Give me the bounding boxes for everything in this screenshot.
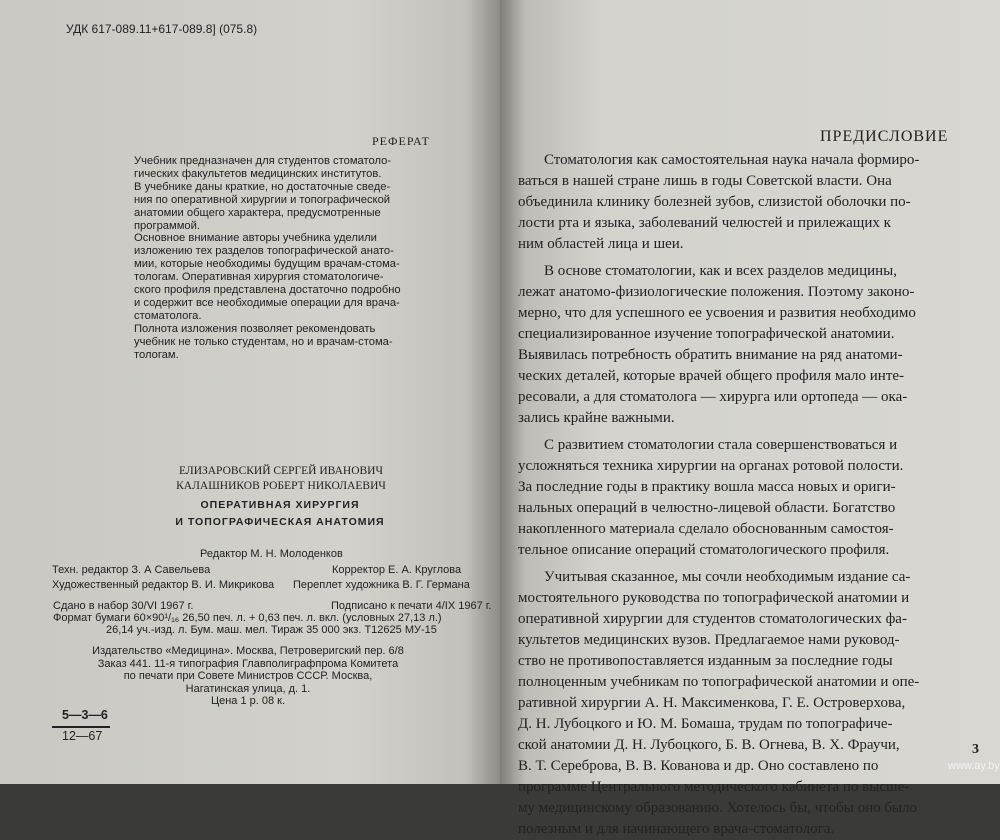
abstract-line: и содержит все необходимые операции для врача-	[134, 296, 400, 309]
abstract-line: ского профиля представлена достаточно подробно	[134, 284, 401, 297]
preface-line: ской анатомии Д. Н. Лубоцкого, Б. В. Огнева, В. Х. Фраучи,	[518, 737, 900, 753]
abstract-line: Основное внимание авторы учебника уделили	[134, 232, 377, 245]
preface-line: программе Центрального методического кабинета по высше-	[518, 779, 910, 795]
preface-line: ческих деталей, которые врачей общего профиля мало инте-	[518, 368, 905, 384]
paper-format: Формат бумаги 60×90¹/₁₆ 26,50 печ. л. + 0,63 печ. л. вкл. (условных 27,13 л.)	[53, 612, 442, 624]
author-name: ЕЛИЗАРОВСКИЙ СЕРГЕЙ ИВАНОВИЧ	[179, 465, 383, 477]
preface-line: За последние годы в практику вошла масса новых и ориги-	[518, 479, 896, 495]
sent-to-print: Сдано в набор 30/VI 1967 г.	[53, 600, 194, 612]
preface-line: мостоятельного руководства по топографической анатомии и	[518, 590, 910, 606]
abstract-line: Полнота изложения позволяет рекомендовать	[134, 322, 376, 335]
preface-line: объединила клинику болезней зубов, слизистой оболочки по-	[518, 194, 911, 210]
print-run: 26,14 уч.-изд. л. Бум. маш. мел. Тираж 35 000 экз. Т12625 МУ-15	[106, 624, 437, 636]
preface-body	[518, 150, 978, 840]
preface-line: Д. Н. Лубоцкого и Ю. М. Бомаша, трудам по топографиче-	[518, 716, 893, 732]
tech-editor-credit: Техн. редактор З. А Савельева	[52, 564, 211, 576]
abstract-line: стоматолога.	[134, 309, 202, 322]
preface-line: накопленного материала сделало обоснованным самостоя-	[518, 521, 894, 537]
abstract-line: учебник не только студентам, но и врачам-стома-	[134, 335, 393, 348]
preface-line: ваться в нашей стране лишь в годы Советской власти. Она	[518, 173, 892, 189]
abstract-line: Учебник предназначен для студентов стоматоло-	[134, 155, 392, 167]
index-code-divider	[52, 726, 110, 728]
preface-line: Выявилась потребность обратить внимание на ряд анатоми-	[518, 347, 903, 363]
abstract-line: мии, которые необходимы будущим врачам-стома-	[134, 258, 400, 271]
abstract-line: гических факультетов медицинских институтов.	[134, 167, 382, 180]
press-council-line: по печати при Совете Министров СССР. Москва,	[123, 670, 373, 682]
preface-line: нальных операций в челюстно-лицевой области. Богатство	[518, 500, 896, 516]
abstract-line: изложению тех разделов топографической анато-	[134, 245, 394, 258]
left-page	[0, 0, 500, 784]
preface-line: ративной хирургии А. Н. Максименкова, Г. Е. Островерхова,	[518, 695, 906, 711]
corrector-credit: Корректор Е. А. Круглова	[332, 564, 462, 576]
right-page	[500, 0, 1000, 837]
preface-line: ресовали, а для стоматолога — хирурга или ортопеда — ока-	[518, 389, 908, 405]
preface-line: му медицинскому образованию. Хотелось бы, чтобы оно было	[518, 800, 918, 816]
abstract-line: анатомии общего характера, предусмотренные	[134, 206, 381, 219]
preface-line: тельное описание операций стоматологического профиля.	[518, 542, 890, 558]
watermark: www.ay.by	[948, 760, 1000, 772]
preface-line: В. Т. Сереброва, В. В. Кованова и др. Оно составлено по	[518, 758, 879, 774]
preface-line: полноценным учебникам по топографической анатомии и опе-	[518, 674, 920, 690]
authors	[176, 464, 386, 494]
binding-artist-credit: Переплет художника В. Г. Германа	[293, 579, 470, 591]
preface-line: мерно, что для успешного ее усвоения и развития необходимо	[518, 305, 916, 321]
book-title	[175, 497, 385, 531]
preface-line: ство не противопоставляется изданным за последние годы	[518, 653, 893, 669]
preface-line: зались крайне важными.	[518, 410, 675, 426]
udk-code: УДК 617-089.11+617-089.8] (075.8)	[66, 22, 258, 36]
editor-credit: Редактор М. Н. Молоденков	[200, 548, 343, 560]
abstract-line: ния по оперативной хирургии и топографической	[134, 193, 391, 206]
referat-title: РЕФЕРАТ	[372, 134, 430, 148]
book-title-line: И ТОПОГРАФИЧЕСКАЯ АНАТОМИЯ	[175, 516, 385, 528]
art-editor-credit: Художественный редактор В. И. Микрикова	[52, 579, 275, 591]
price-line: Цена 1 р. 08 к.	[210, 695, 286, 707]
preface-line: лости рта и языка, заболеваний челюстей и прилежащих к	[518, 215, 891, 231]
preface-line: лежат анатомо-физиологические положения. Поэтому законо-	[518, 284, 915, 300]
index-code-bottom: 12—67	[62, 729, 103, 743]
index-code-top: 5—3—6	[62, 708, 108, 722]
signed-for-print: Подписано к печати 4/IX 1967 г.	[331, 600, 492, 612]
preface-line: культетов медицинских вузов. Предлагаемое нами руковод-	[518, 632, 900, 648]
publisher-info	[88, 645, 408, 708]
preface-line: усложняться техника хирургии на органах ротовой полости.	[518, 458, 904, 474]
page-number: 3	[972, 742, 979, 757]
preface-line: полезным и для начинающего врача-стоматолога.	[518, 821, 835, 837]
book-title-line: ОПЕРАТИВНАЯ ХИРУРГИЯ	[200, 499, 360, 511]
abstract-line: программой.	[134, 219, 200, 232]
author-name: КАЛАШНИКОВ РОБЕРТ НИКОЛАЕВИЧ	[176, 480, 386, 492]
abstract-line: тологам.	[134, 348, 179, 361]
abstract-line: тологам. Оперативная хирургия стоматологиче-	[134, 271, 384, 284]
address-line: Нагатинская улица, д. 1.	[185, 682, 311, 695]
order-line: Заказ 441. 11-я типография Главполиграфпрома Комитета	[97, 657, 399, 670]
preface-title: ПРЕДИСЛОВИЕ	[820, 128, 949, 145]
abstract-line: В учебнике даны краткие, но достаточные сведе-	[134, 180, 391, 193]
preface-line: Стоматология как самостоятельная наука начала формиро-	[544, 152, 920, 168]
preface-line: Учитывая сказанное, мы сочли необходимым издание са-	[544, 569, 911, 585]
preface-line: специализированное изучение топографической анатомии.	[518, 326, 895, 342]
preface-line: В основе стоматологии, как и всех разделов медицины,	[544, 263, 897, 279]
publisher-line: Издательство «Медицина». Москва, Петроверигский пер. 6/8	[92, 645, 404, 657]
preface-line: оперативной хирургии для студентов стоматологических фа-	[518, 611, 907, 627]
preface-line: ним областей лица и шеи.	[518, 236, 684, 252]
abstract-text	[134, 155, 434, 362]
preface-line: С развитием стоматологии стала совершенствоваться и	[544, 437, 898, 453]
